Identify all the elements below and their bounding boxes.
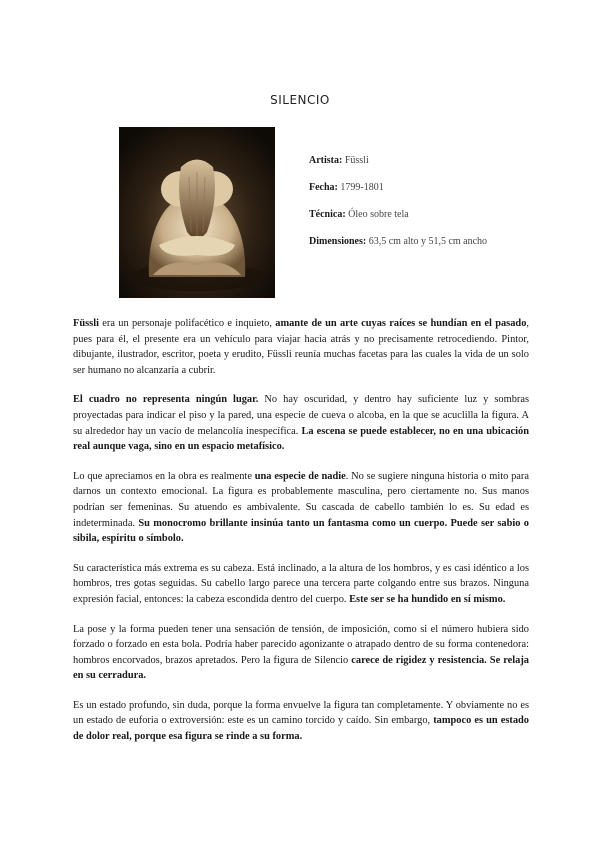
bold-text: Su monocromo brillante insinúa tanto un fantasma como un cuerpo. Puede ser sabio o sibila, espíritu o símbolo.	[73, 517, 529, 545]
text-segment: , pues para él, el presente era un vehículo para viajar hacia atrás y no precisamente retrocediendo. Pintor, dibujante, ilustrador, escritor, poeta y erudito, Füssli reunía muchas facetas para las cuales la vida de un solo ser humano no alcanzaría a cubrir.	[73, 318, 530, 376]
bold-text: amante de un arte cuyas raíces se hundían en el pasado	[275, 318, 527, 329]
meta-fecha: Fecha: 1799-1801	[309, 182, 384, 193]
text-segment: Lo que apreciamos en la obra es realmente	[73, 470, 255, 482]
paragraph-2	[73, 392, 529, 454]
paragraph-6	[73, 698, 529, 745]
bold-text: Este ser se ha hundido en sí mismo.	[349, 593, 506, 605]
artwork-metadata	[309, 155, 487, 263]
paragraph-3	[73, 469, 529, 547]
text-segment: Es un estado profundo, sin duda, porque la forma envuelve la figura tan completamente. Y obviamente no es un estado de euforia o extroversión: este es un camino torcido y caído. Sin embargo,	[73, 699, 529, 727]
paragraph-1	[73, 316, 529, 378]
text-segment: . No se sugiere ninguna historia o mito para darnos un contexto emocional. La figura es probablemente masculina, pero ciertamente no. Sus manos podrían ser femeninas. Su atuendo es ambivalente. Su cascada de cabello también lo es. Su edad es indeterminada.	[73, 470, 529, 529]
bold-text: una especie de nadie	[254, 470, 346, 482]
bold-text: El cuadro no representa ningún lugar.	[73, 394, 259, 406]
silencio-painting-illustration	[119, 127, 275, 298]
bold-text: Füssli	[73, 318, 99, 329]
text-segment: No hay oscuridad, y dentro hay suficiente luz y sombras proyectadas para indicar el piso y la pared, una especie de cueva o alcoba, en la que se acuclilla la figura. A su alrededor hay un vacío de melancolía inespecífica.	[73, 394, 530, 437]
text-segment: La pose y la forma pueden tener una sensación de tensión, de imposición, como si el número hubiera sido forzado o forzado en esta bola. Podría haber parecido agonizante o atrapado dentro de su forma contenedora: hombros encorvados, brazos apretados. Pero la figura de Silencio	[73, 623, 529, 666]
meta-dimensiones: Dimensiones: 63,5 cm alto y 51,5 cm ancho	[309, 236, 488, 247]
bold-text: tampoco es un estado de dolor real, porque esa figura se rinde a su forma.	[73, 715, 529, 743]
paragraph-4	[73, 561, 529, 608]
page-title: SILENCIO	[270, 93, 330, 107]
article-body	[73, 316, 529, 759]
bold-text: carece de rigidez y resistencia. Se relaja en su cerradura.	[73, 654, 530, 682]
meta-artista: Artista: Füssli	[309, 155, 369, 166]
painting-image	[119, 127, 275, 298]
bold-text: La escena se puede establecer, no en una ubicación real aunque vaga, sino en un espacio metafísico.	[73, 425, 530, 453]
meta-tecnica: Técnica: Óleo sobre tela	[309, 209, 409, 220]
text-segment: era un personaje polifacético e inquieto,	[99, 318, 276, 329]
paragraph-5	[73, 622, 529, 684]
text-segment: Su característica más extrema es su cabeza. Está inclinado, a la altura de los hombros, y es casi idéntico a los hombros, tres gotas seguidas. Su cabello largo parece una tercera parte colgando entre sus brazos. Ninguna expresión facial, entonces: la cabeza escondida dentro del cuerpo.	[73, 562, 529, 605]
